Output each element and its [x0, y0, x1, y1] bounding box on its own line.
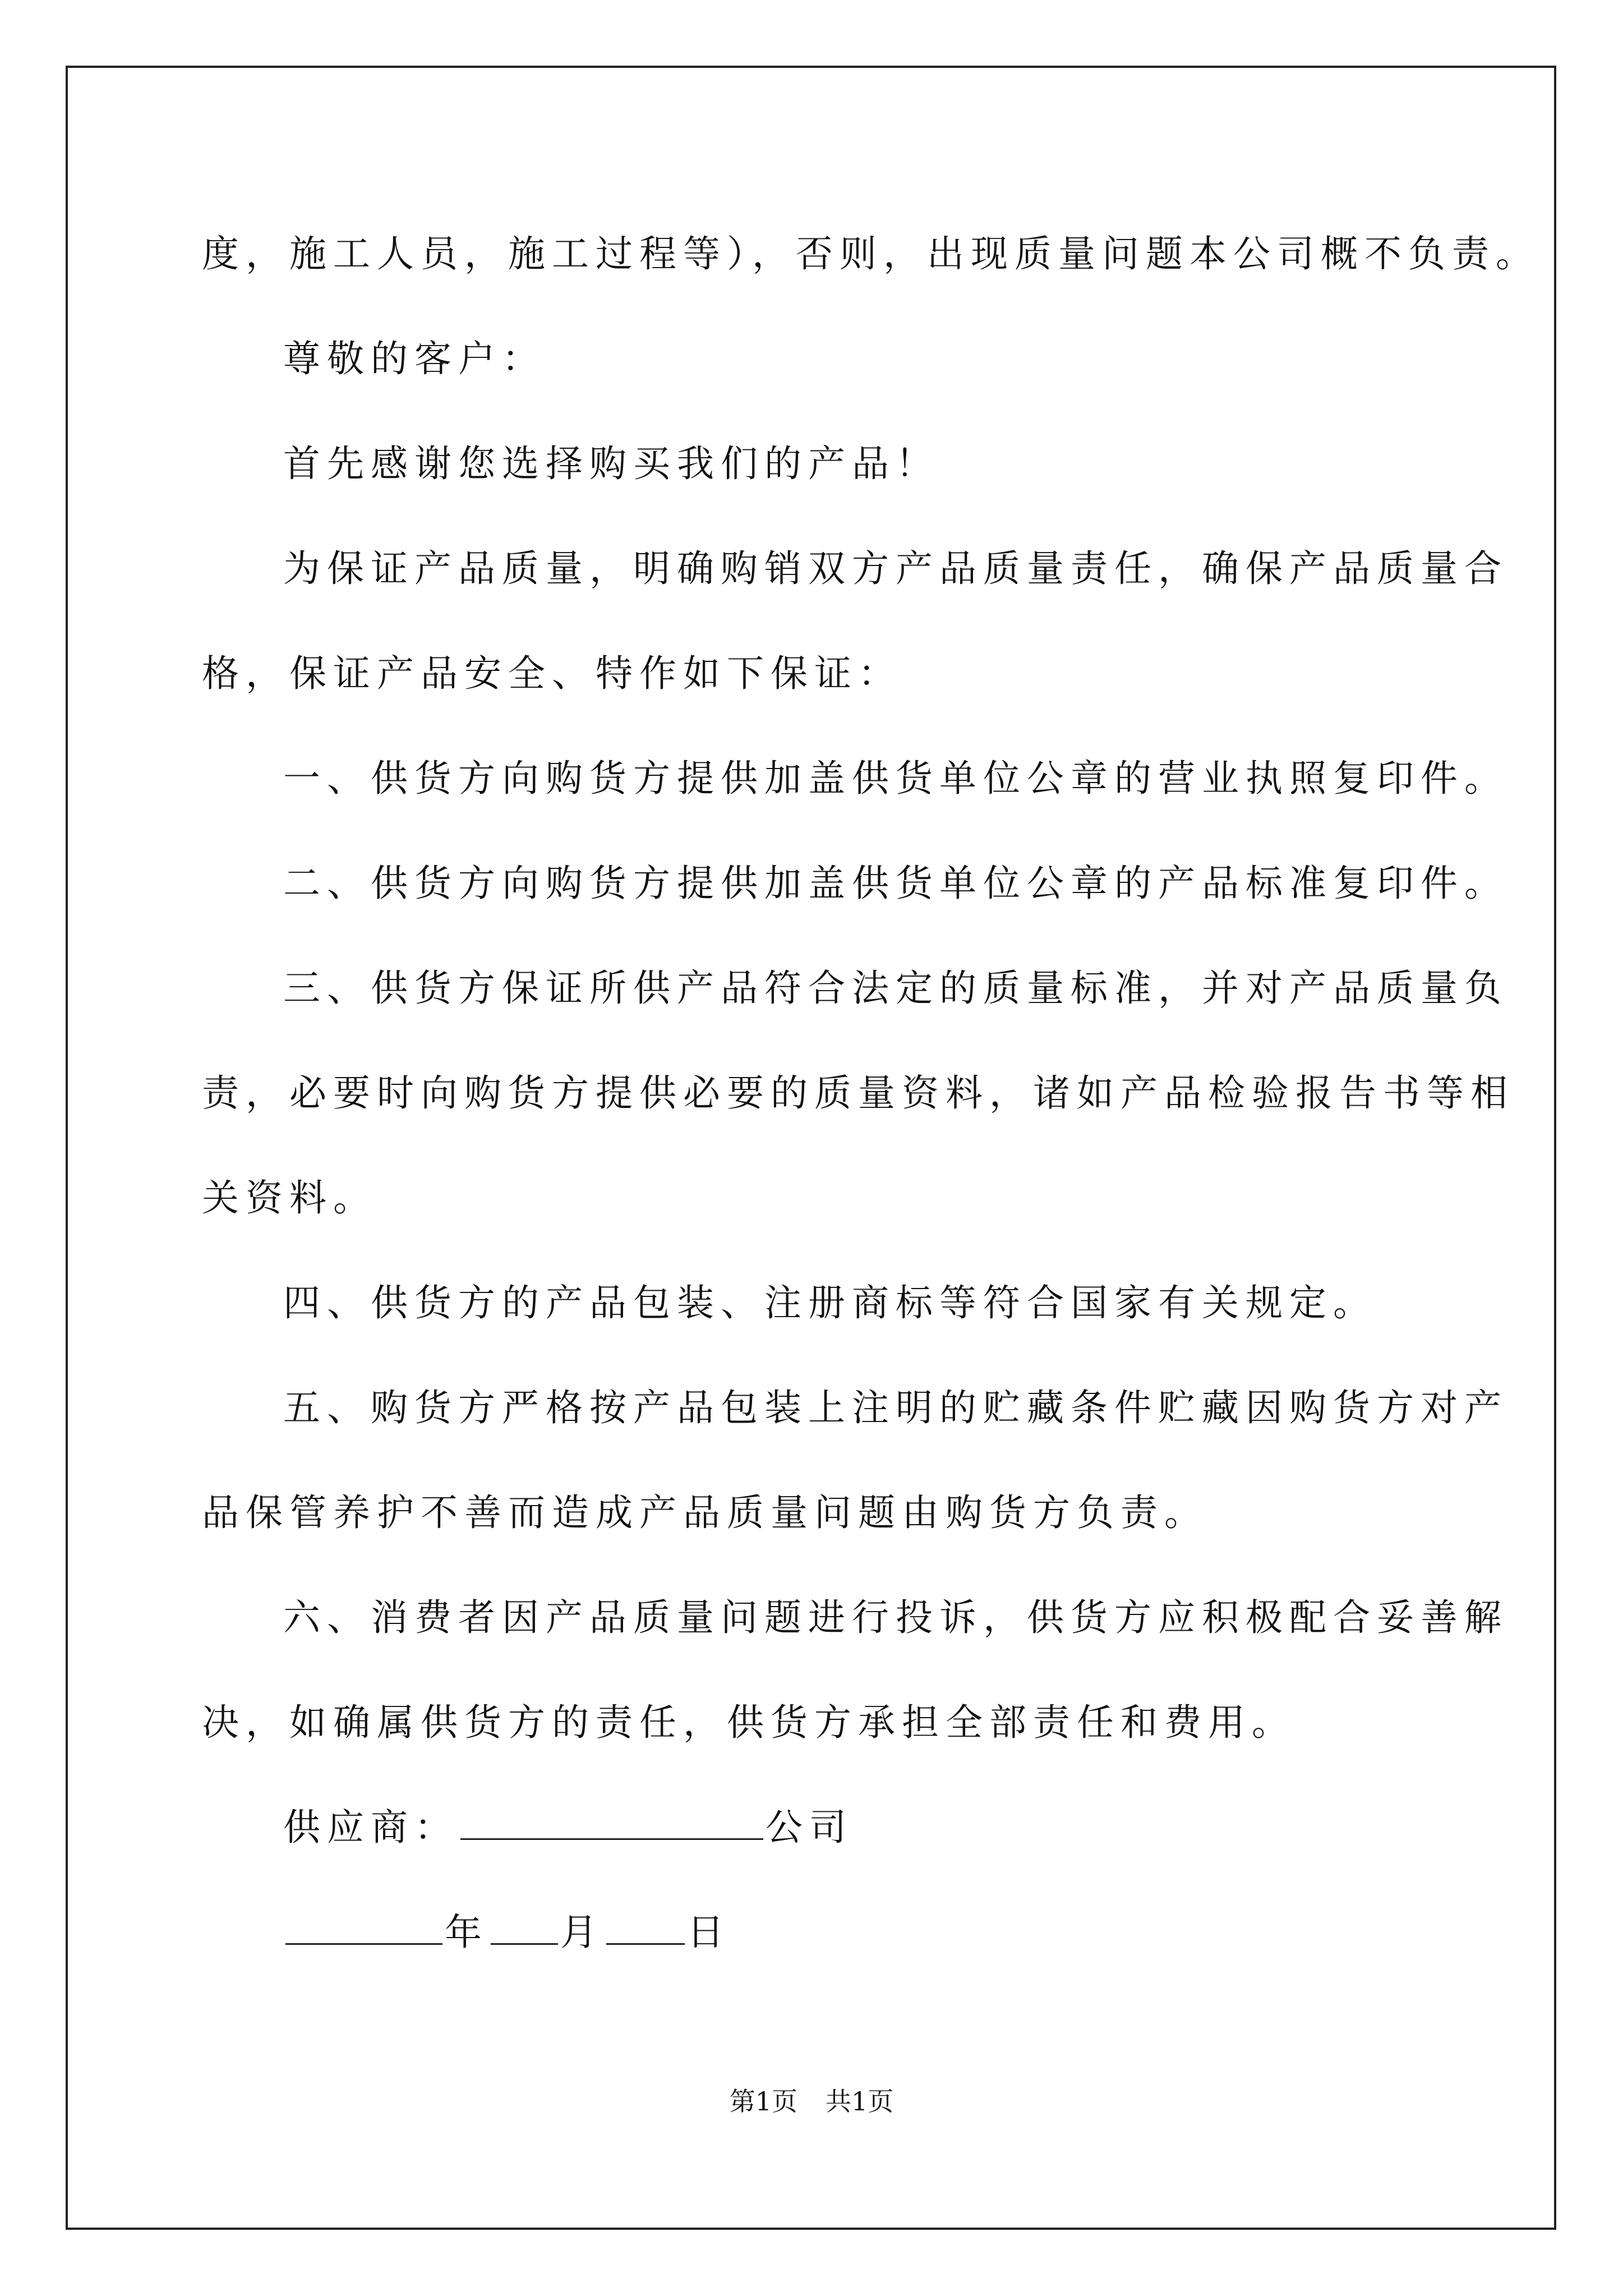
supplier-line	[283, 1805, 853, 1850]
year-label: 年	[445, 1911, 488, 1954]
paragraph-line: 决，如确属供货方的责任，供货方承担全部责任和费用。	[202, 1701, 1295, 1744]
supplier-suffix: 公司	[766, 1806, 853, 1849]
clause-1: 一、供货方向购货方提供加盖供货单位公章的营业执照复印件。	[283, 757, 1508, 800]
page-number: 第1页	[729, 2086, 797, 2116]
page-border	[66, 66, 1556, 2230]
date-line	[283, 1910, 731, 1955]
paragraph-line: 为保证产品质量，明确购销双方产品质量责任，确保产品质量合	[283, 547, 1508, 590]
salutation: 尊敬的客户：	[283, 337, 546, 380]
paragraph-line: 度，施工人员，施工过程等），否则，出现质量问题本公司概不负责。	[202, 232, 1539, 275]
paragraph-line: 首先感谢您选择购买我们的产品！	[283, 442, 939, 485]
clause-6: 六、消费者因产品质量问题进行投诉，供货方应积极配合妥善解	[283, 1596, 1508, 1639]
clause-5: 五、购货方严格按产品包装上注明的贮藏条件贮藏因购货方对产	[283, 1386, 1508, 1429]
month-blank[interactable]	[491, 1911, 558, 1945]
page-footer	[0, 2086, 1623, 2117]
supplier-label: 供应商：	[283, 1806, 458, 1849]
supplier-name-blank[interactable]	[460, 1806, 763, 1840]
month-label: 月	[560, 1911, 604, 1954]
clause-2: 二、供货方向购货方提供加盖供货单位公章的产品标准复印件。	[283, 862, 1508, 905]
day-blank[interactable]	[606, 1911, 685, 1945]
paragraph-line: 责，必要时向购货方提供必要的质量资料，诸如产品检验报告书等相	[202, 1071, 1514, 1115]
day-label: 日	[687, 1911, 731, 1954]
paragraph-line: 品保管养护不善而造成产品质量问题由购货方负责。	[202, 1491, 1208, 1534]
paragraph-line: 格，保证产品安全、特作如下保证：	[202, 652, 902, 695]
clause-4: 四、供货方的产品包装、注册商标等符合国家有关规定。	[283, 1281, 1377, 1324]
page-total: 共1页	[826, 2086, 894, 2116]
year-blank[interactable]	[285, 1911, 442, 1945]
paragraph-line: 关资料。	[202, 1176, 377, 1220]
clause-3: 三、供货方保证所供产品符合法定的质量标准，并对产品质量负	[283, 967, 1508, 1010]
